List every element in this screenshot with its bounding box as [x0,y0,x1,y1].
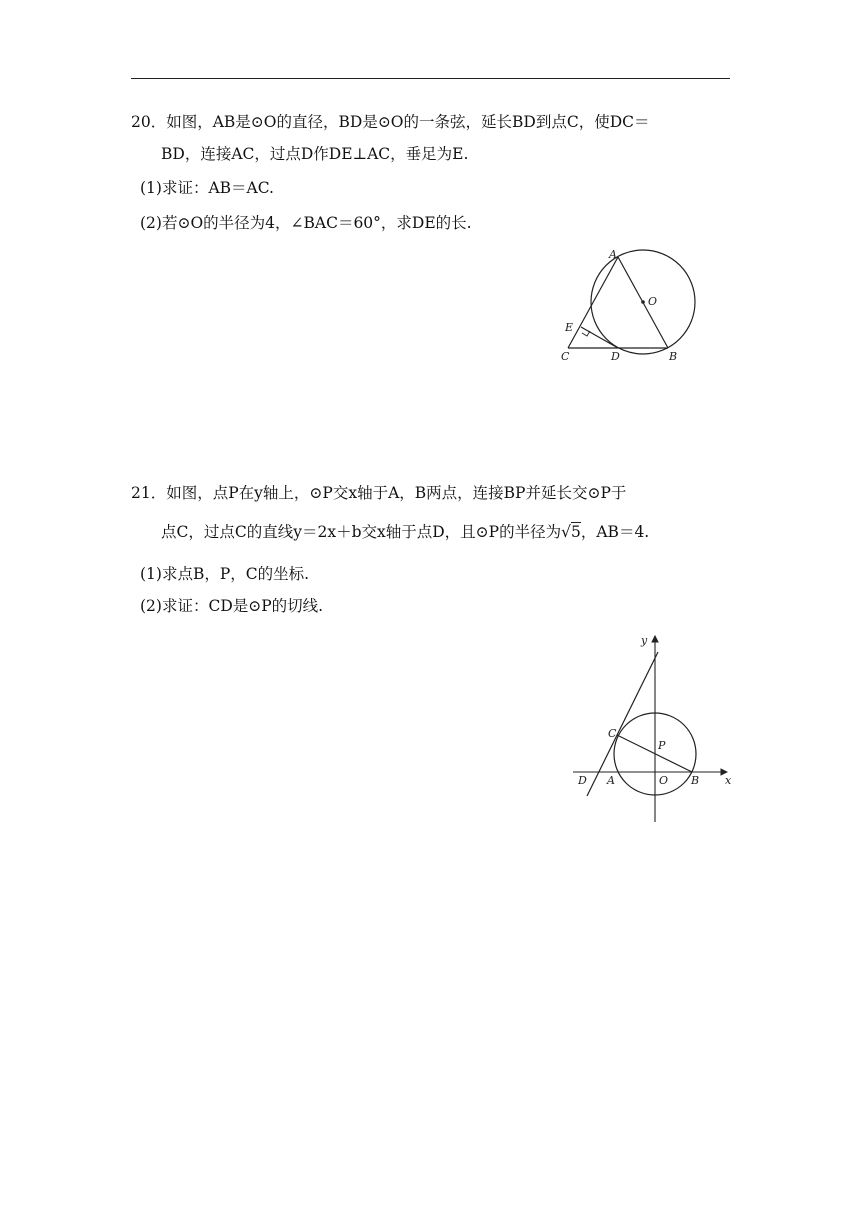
q21-label-c: C [608,727,617,740]
q21-figure [565,628,745,828]
q21-line-cd [587,652,658,796]
sqrt-icon: √ [561,523,571,541]
q21-line2-sqrt-value: 5 [570,523,581,541]
q20-label-o: O [648,295,658,308]
q20-part1: (1)求证：AB＝AC. [140,179,274,197]
q21-statement-line1: 21．如图，点P在y轴上，⊙P交x轴于A，B两点，连接BP并延长交⊙P于 [131,484,627,502]
q20-statement-line2: BD，连接AC，过点D作DE⊥AC，垂足为E. [161,145,469,163]
q21-label-b: B [691,774,700,787]
q21-part1: (1)求点B，P，C的坐标. [140,565,310,583]
header-rule [131,78,730,79]
q21-statement-line2 [161,521,649,543]
q20-part2: (2)若⊙O的半径为4，∠BAC＝60°，求DE的长. [140,214,472,232]
q21-label-d: D [578,774,587,787]
q21-line2-text-b: ，AB＝4. [580,523,650,541]
q20-label-d: D [611,350,620,363]
q20-label-b: B [669,350,678,363]
q20-figure [555,243,715,368]
q20-statement-line1: 20．如图，AB是⊙O的直径，BD是⊙O的一条弦，延长BD到点C，使DC＝ [131,113,650,131]
q21-label-a: A [607,774,615,787]
q21-label-y: y [641,634,648,647]
q21-label-o: O [659,774,669,787]
q20-label-a: A [609,248,617,261]
q20-label-c: C [561,350,570,363]
q21-label-p: P [658,739,666,752]
q21-line2-text-a: 点C，过点C的直线y＝2x＋b交x轴于点D，且⊙P的半径为 [161,523,562,541]
q20-label-e: E [565,321,574,334]
q20-center-dot [641,300,645,304]
q21-label-x: x [725,774,732,787]
q21-part2: (2)求证：CD是⊙P的切线. [140,597,324,615]
